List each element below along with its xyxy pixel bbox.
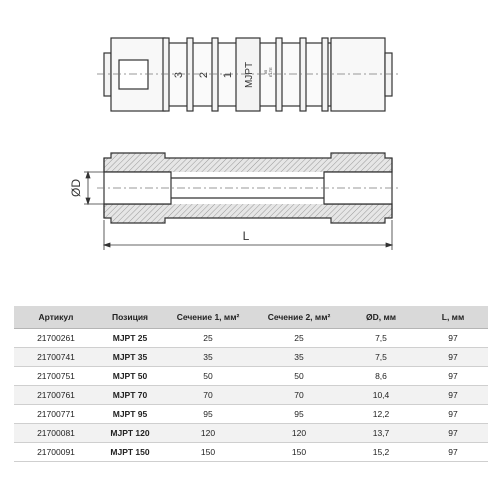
section-1-cell: 35 xyxy=(162,348,254,367)
section-1-cell: 70 xyxy=(162,386,254,405)
size-mark: 95 xyxy=(263,69,268,75)
table-row xyxy=(14,405,488,424)
position-cell: MJPT 35 xyxy=(98,348,162,367)
position-cell: MJPT 25 xyxy=(98,329,162,348)
diameter-cell: 15,2 xyxy=(344,443,418,462)
section-1-cell: 95 xyxy=(162,405,254,424)
length-cell: 97 xyxy=(418,405,488,424)
diameter-cell: 7,5 xyxy=(344,348,418,367)
spec-table xyxy=(14,306,488,462)
length-cell: 97 xyxy=(418,367,488,386)
article-cell: 21700771 xyxy=(14,405,98,424)
article-cell: 21700741 xyxy=(14,348,98,367)
length-label: L xyxy=(242,229,250,243)
section-2-cell: 120 xyxy=(254,424,344,443)
crimp-mark-3: 3 xyxy=(173,71,185,79)
length-cell: 97 xyxy=(418,386,488,405)
brand-mark: MJPT xyxy=(244,61,255,89)
section-2-cell: 50 xyxy=(254,367,344,386)
table-row xyxy=(14,367,488,386)
table-row xyxy=(14,443,488,462)
crimp-mark-1: 1 xyxy=(222,71,234,79)
table-row xyxy=(14,348,488,367)
position-cell: MJPT 150 xyxy=(98,443,162,462)
section-1-cell: 150 xyxy=(162,443,254,462)
diameter-cell: 12,2 xyxy=(344,405,418,424)
maker-mark: ELTE xyxy=(268,67,273,77)
section-2-cell: 25 xyxy=(254,329,344,348)
length-cell: 97 xyxy=(418,443,488,462)
table-row xyxy=(14,386,488,405)
article-cell: 21700081 xyxy=(14,424,98,443)
length-cell: 97 xyxy=(418,424,488,443)
header-article: Артикул xyxy=(14,306,98,329)
article-cell: 21700261 xyxy=(14,329,98,348)
header-position: Позиция xyxy=(98,306,162,329)
header-diameter: ØD, мм xyxy=(344,306,418,329)
header-section-2: Сечение 2, мм² xyxy=(254,306,344,329)
position-cell: MJPT 120 xyxy=(98,424,162,443)
position-cell: MJPT 70 xyxy=(98,386,162,405)
diameter-label: ØD xyxy=(69,179,83,197)
section-2-cell: 150 xyxy=(254,443,344,462)
header-section-1: Сечение 1, мм² xyxy=(162,306,254,329)
diameter-cell: 8,6 xyxy=(344,367,418,386)
position-cell: MJPT 95 xyxy=(98,405,162,424)
position-cell: MJPT 50 xyxy=(98,367,162,386)
section-2-cell: 70 xyxy=(254,386,344,405)
length-cell: 97 xyxy=(418,329,488,348)
section-1-cell: 25 xyxy=(162,329,254,348)
article-cell: 21700751 xyxy=(14,367,98,386)
table-row xyxy=(14,329,488,348)
diameter-cell: 13,7 xyxy=(344,424,418,443)
diameter-cell: 10,4 xyxy=(344,386,418,405)
section-2-cell: 35 xyxy=(254,348,344,367)
table-header-row xyxy=(14,306,488,329)
article-cell: 21700761 xyxy=(14,386,98,405)
article-cell: 21700091 xyxy=(14,443,98,462)
crimp-mark-2: 2 xyxy=(198,71,210,79)
header-length: L, мм xyxy=(418,306,488,329)
length-cell: 97 xyxy=(418,348,488,367)
section-1-cell: 50 xyxy=(162,367,254,386)
diameter-cell: 7,5 xyxy=(344,329,418,348)
table-row xyxy=(14,424,488,443)
section-1-cell: 120 xyxy=(162,424,254,443)
inspection-window xyxy=(119,60,148,89)
section-2-cell: 95 xyxy=(254,405,344,424)
